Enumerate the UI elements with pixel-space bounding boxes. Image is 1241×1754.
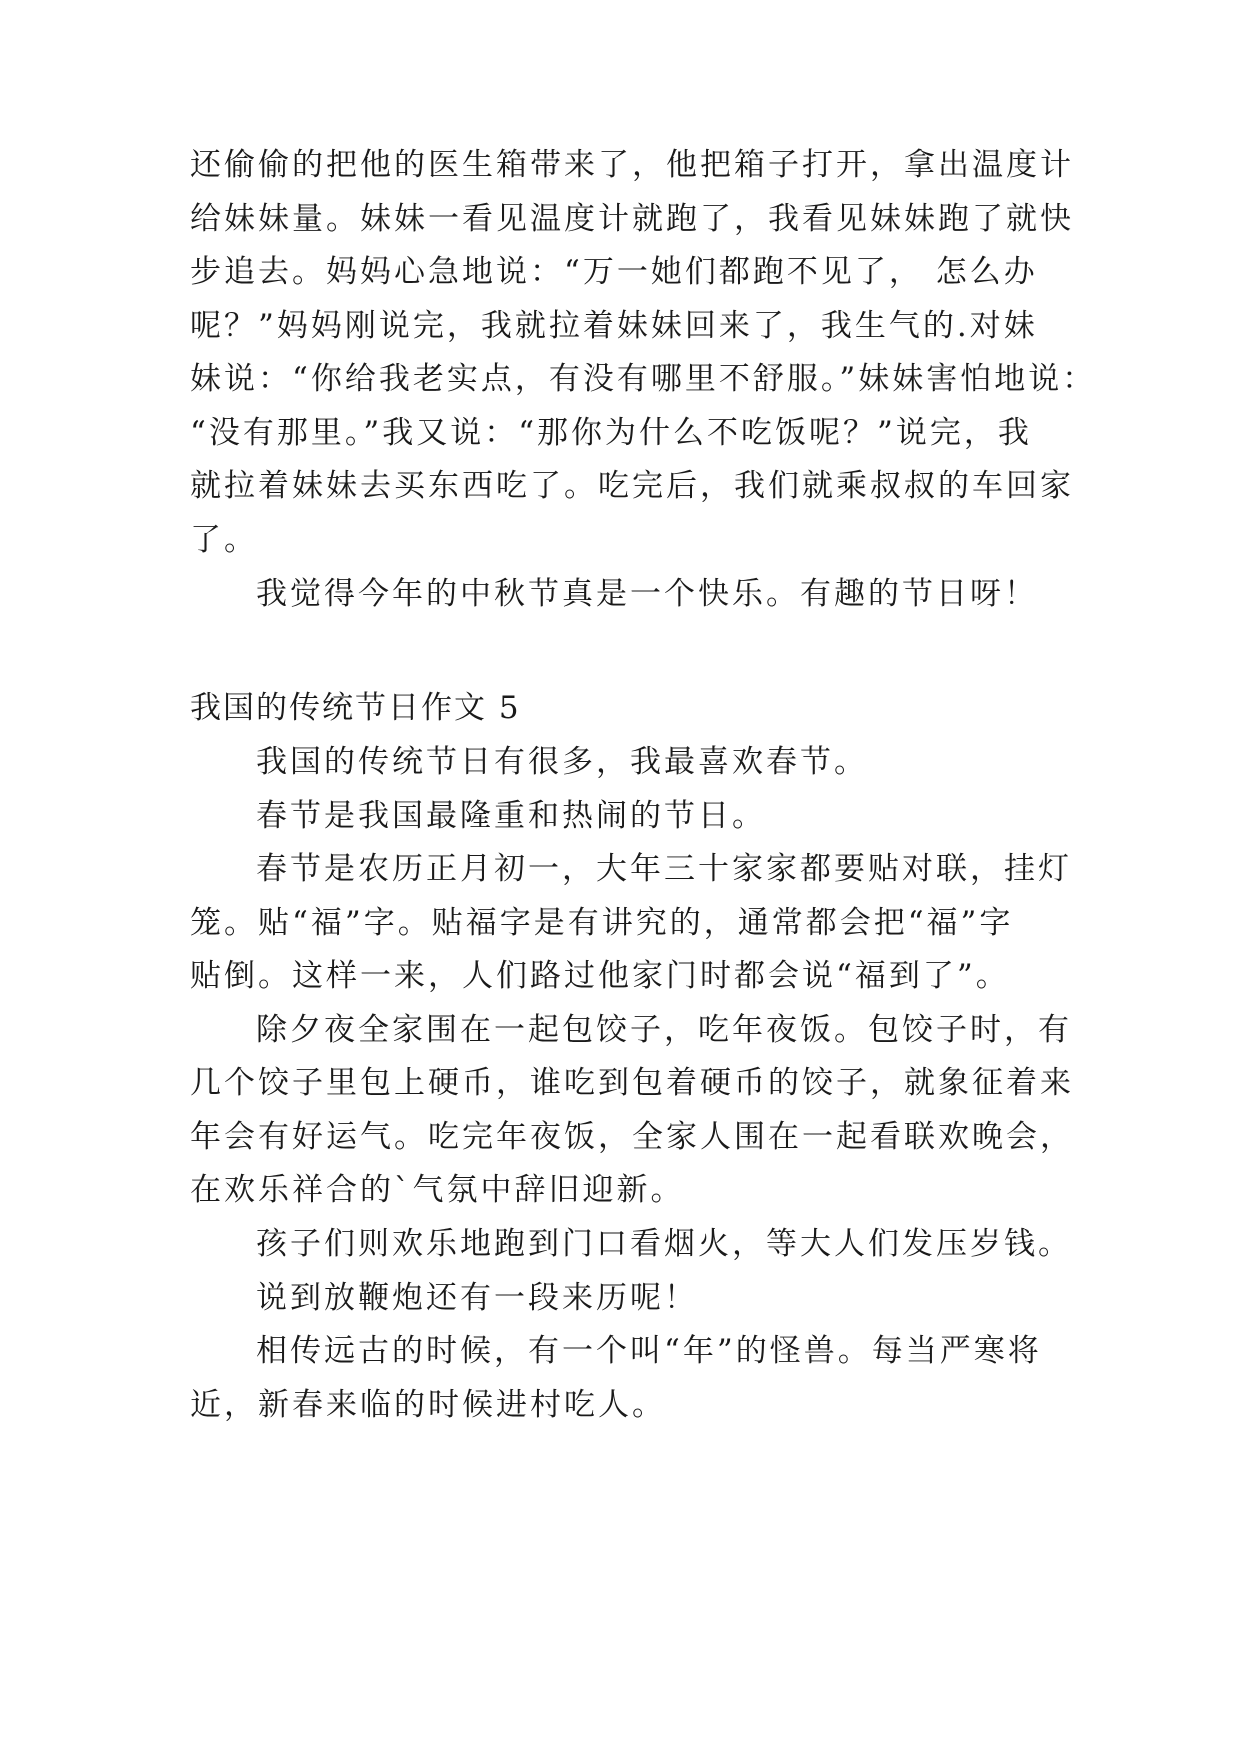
body-text-line: 还偷偷的把他的医生箱带来了，他把箱子打开，拿出温度计 xyxy=(190,147,1074,183)
body-text-line: 笼。贴“福”字。贴福字是有讲究的，通常都会把“福”字 xyxy=(190,905,1014,941)
paragraph-text: 春节是农历正月初一，大年三十家家都要贴对联，挂灯 xyxy=(256,851,1072,887)
body-text-line: 呢？”妈妈刚说完，我就拉着妹妹回来了，我生气的.对妹 xyxy=(190,308,1038,344)
body-text-line: 在欢乐祥合的`气氛中辞旧迎新。 xyxy=(190,1172,685,1208)
body-text-line: 几个饺子里包上硬币，谁吃到包着硬币的饺子，就象征着来 xyxy=(190,1065,1074,1101)
body-text-line: 贴倒。这样一来，人们路过他家门时都会说“福到了”。 xyxy=(190,958,1010,994)
body-text-line: 年会有好运气。吃完年夜饭，全家人围在一起看联欢晚会， xyxy=(190,1119,1074,1155)
body-text-line: 就拉着妹妹去买东西吃了。吃完后，我们就乘叔叔的车回家 xyxy=(190,468,1074,504)
section-heading: 我国的传统节日作文 5 xyxy=(190,690,521,726)
paragraph-text: 春节是我国最隆重和热闹的节日。 xyxy=(256,798,766,834)
paragraph-text: 说到放鞭炮还有一段来历呢！ xyxy=(256,1280,698,1316)
paragraph-text: 我觉得今年的中秋节真是一个快乐。有趣的节日呀！ xyxy=(256,576,1038,612)
paragraph-text: 除夕夜全家围在一起包饺子，吃年夜饭。包饺子时，有 xyxy=(256,1012,1072,1048)
paragraph-text: 相传远古的时候，有一个叫“年”的怪兽。每当严寒将 xyxy=(256,1333,1042,1369)
paragraph-text: 孩子们则欢乐地跑到门口看烟火，等大人们发压岁钱。 xyxy=(256,1226,1072,1262)
body-text-line: 给妹妹量。妹妹一看见温度计就跑了，我看见妹妹跑了就快 xyxy=(190,201,1074,237)
body-text-line: “没有那里。”我又说：“那你为什么不吃饭呢？”说完，我 xyxy=(190,415,1032,451)
body-text-line: 近，新春来临的时候进村吃人。 xyxy=(190,1387,666,1423)
body-text-line: 妹说：“你给我老实点，有没有哪里不舒服。”妹妹害怕地说： xyxy=(190,361,1097,397)
body-text-line: 了。 xyxy=(190,522,258,558)
paragraph-text: 我国的传统节日有很多，我最喜欢春节。 xyxy=(256,744,868,780)
body-text-line: 步追去。妈妈心急地说：“万一她们都跑不见了， 怎么办 xyxy=(190,254,1038,290)
